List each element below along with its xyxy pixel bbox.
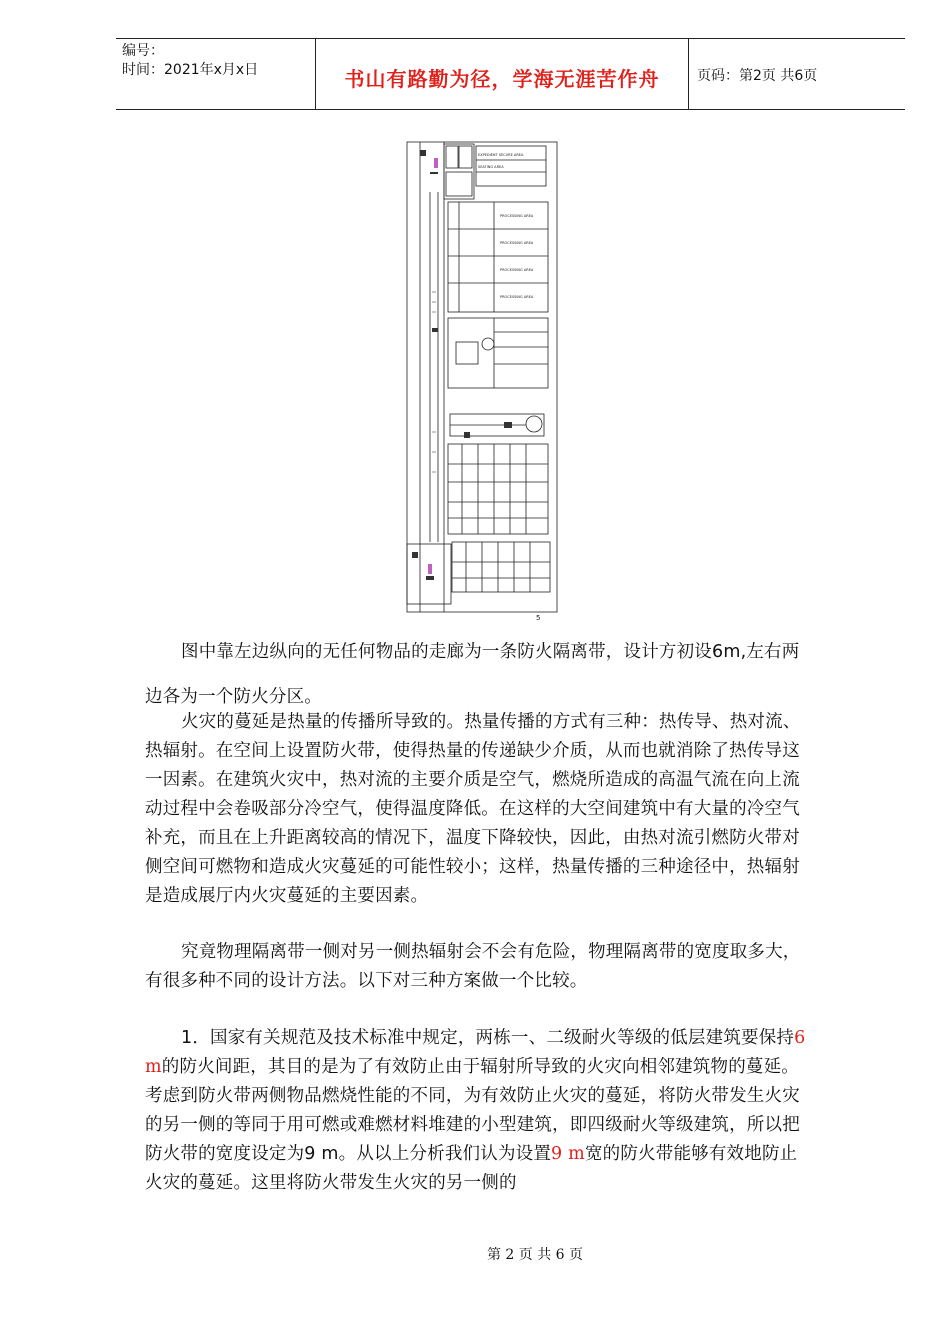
header-page-cell (689, 39, 905, 109)
highlight-6m: 6 m (145, 1028, 806, 1077)
header-motto-cell (316, 39, 689, 109)
figure-label: PROCESSING AREA (500, 295, 534, 299)
figure-page-mark: 5 (536, 614, 541, 622)
paragraph-2: 火灾的蔓延是热量的传播所导致的。热量传播的方式有三种：热传导、热对流、热辐射。在空间上设置防火带，使得热量的传递缺少介质，从而也就消除了热传导这一因素。在建筑火灾中，热对流的主要介质是空气，燃烧所造成的高温气流在向上流动过程中会卷吸部分冷空气，使得温度降低。在这样的大空间建筑中有大量的冷空气补充，而且在上升距离较高的情况下，温度下降较快，因此，由热对流引燃防火带对侧空间可燃物和造成火灾蔓延的可能性较小；这样，热量传播的三种途径中，热辐射是造成展厅内火灾蔓延的主要因素。 (145, 712, 801, 906)
page-footer: 第 2 页 共 6 页 (486, 1247, 584, 1263)
floor-plan-figure (404, 132, 564, 622)
page-info: 页码：第2页 共6页 (697, 68, 818, 84)
paragraph-4-text-a: 1．国家有关规范及技术标准中规定，两栋一、二级耐火等级的低层建筑要保持 (181, 1028, 795, 1048)
figure-label: PROCESSING AREA (500, 241, 534, 245)
figure-label: PROCESSING AREA (500, 268, 534, 272)
header-meta-cell (116, 39, 316, 109)
paragraph-1: 图中靠左边纵向的无任何物品的走廊为一条防火隔离带，设计方初设6m,左右两边各为一个防火分区。 (145, 642, 800, 707)
paragraph-3: 究竟物理隔离带一侧对另一侧热辐射会不会有危险，物理隔离带的宽度取多大，有很多种不同的设计方法。以下对三种方案做一个比较。 (145, 942, 801, 991)
figure-label: SEATING AREA (478, 165, 504, 169)
paragraph-4-text-b: 的防火间距，其目的是为了有效防止由于辐射所导致的火灾向相邻建筑物的蔓延。考虑到防火带两侧物品燃烧性能的不同，为有效防止火灾的蔓延，将防火带发生火灾的另一侧的等同于用可燃或难燃材料堆建的小型建筑，即四级耐火等级建筑，所以把防火带的宽度设定为9 m。从以上分析我们认为设置 (145, 1057, 800, 1164)
figure-label: PROCESSING AREA (500, 214, 534, 218)
number-label: 编号： (122, 43, 164, 59)
paragraph-4 (145, 1024, 812, 1198)
highlight-9m: 9 m (551, 1144, 585, 1164)
figure-label: EXPEDIENT SECURE AREA (478, 153, 524, 157)
paragraph-4-text-c: 宽的防火带能够有效地防止火灾的蔓延。这里将防火带发生火灾的另一侧的 (145, 1144, 798, 1193)
motto: 书山有路勤为径，学海无涯苦作舟 (344, 67, 660, 91)
header-table (116, 38, 905, 110)
time-label: 时间：2021年x月x日 (122, 62, 259, 78)
